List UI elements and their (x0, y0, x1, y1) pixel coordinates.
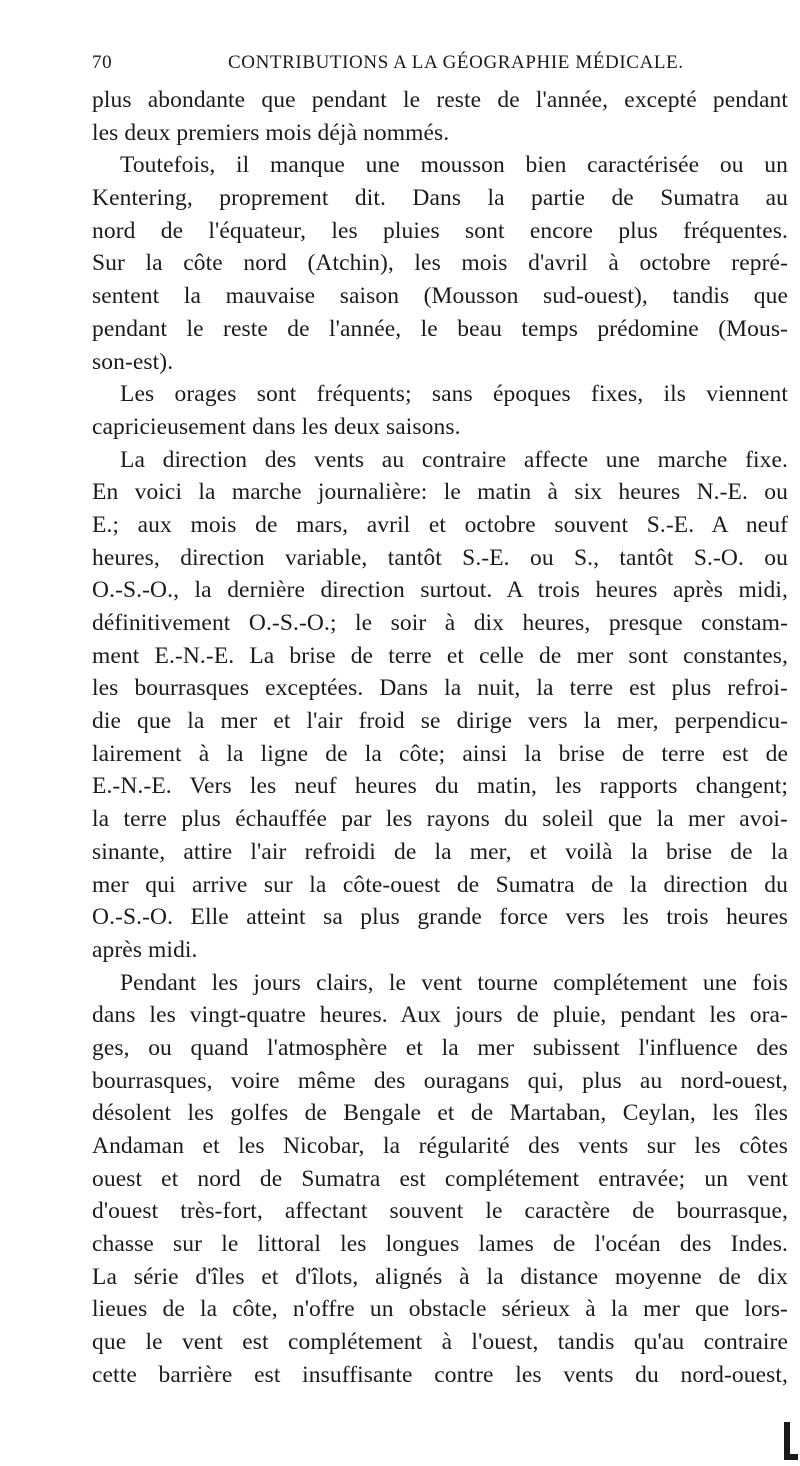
text-line: désolent les golfes de Bengale et de Martaban, Ceylan, les îles (92, 1100, 788, 1127)
body-text (92, 84, 788, 1392)
text-line: sentent la mauvaise saison (Mousson sud-ouest), tandis que (92, 283, 788, 310)
text-line: ges, ou quand l'atmosphère et la mer subissent l'influence des (92, 1034, 788, 1061)
text-line: O.-S.-O. Elle atteint sa plus grande force vers les trois heures (92, 904, 788, 931)
text-line: Les orages sont fréquents; sans époques fixes, ils viennent (120, 381, 788, 408)
text-line: nord de l'équateur, les pluies sont encore plus fréquentes. (92, 217, 788, 244)
text-line: après midi. (92, 936, 198, 963)
text-line: O.-S.-O., la dernière direction surtout. A trois heures après midi, (92, 577, 788, 604)
text-line: les deux premiers mois déjà nommés. (92, 119, 450, 146)
text-line: capricieusement dans les deux saisons. (92, 413, 461, 440)
corner-crop-mark (784, 1422, 790, 1460)
text-line: ment E.-N.-E. La brise de terre et celle de mer sont constantes, (92, 642, 788, 669)
text-line: Kentering, proprement dit. Dans la partie de Sumatra au (92, 185, 788, 212)
text-line: heures, direction variable, tantôt S.-E. ou S., tantôt S.-O. ou (92, 544, 788, 571)
text-line: bourrasques, voire même des ouragans qui, plus au nord-ouest, (92, 1067, 788, 1094)
text-line: sinante, attire l'air refroidi de la mer, et voilà la brise de la (92, 838, 788, 865)
text-line: les bourrasques exceptées. Dans la nuit, la terre est plus refroi- (92, 675, 788, 702)
text-line: plus abondante que pendant le reste de l'année, excepté pendant (92, 87, 788, 113)
text-line: En voici la marche journalière: le matin à six heures N.-E. ou (92, 479, 788, 506)
text-line: la terre plus échauffée par les rayons du soleil que la mer avoi- (92, 806, 788, 833)
text-line: mer qui arrive sur la côte-ouest de Sumatra de la direction du (92, 871, 788, 898)
text-line: chasse sur le littoral les longues lames de l'océan des Indes. (92, 1231, 788, 1258)
text-line: Toutefois, il manque une mousson bien caractérisée ou un (120, 152, 788, 179)
text-line: E.; aux mois de mars, avril et octobre souvent S.-E. A neuf (92, 511, 788, 538)
text-line: son-est). (92, 348, 174, 375)
running-head-title: CONTRIBUTIONS A LA GÉOGRAPHIE MÉDICALE. (228, 52, 684, 73)
page-number: 70 (92, 52, 113, 73)
text-line: dans les vingt-quatre heures. Aux jours de pluie, pendant les ora- (92, 1002, 788, 1029)
text-line: die que la mer et l'air froid se dirige vers la mer, perpendicu- (92, 708, 788, 735)
text-line: lieues de la côte, n'offre un obstacle sérieux à la mer que lors- (92, 1296, 788, 1323)
running-head (92, 52, 682, 82)
text-line: Pendant les jours clairs, le vent tourne complétement une fois (120, 969, 788, 996)
text-line: définitivement O.-S.-O.; le soir à dix heures, presque constam- (92, 610, 788, 636)
text-line: La série d'îles et d'îlots, alignés à la distance moyenne de dix (92, 1263, 788, 1290)
text-line: Sur la côte nord (Atchin), les mois d'avril à octobre repré- (92, 250, 788, 277)
text-line: Andaman et les Nicobar, la régularité des vents sur les côtes (92, 1133, 788, 1159)
text-line: lairement à la ligne de la côte; ainsi la brise de terre est de (92, 740, 788, 767)
text-line: que le vent est complétement à l'ouest, tandis qu'au contraire (92, 1329, 788, 1356)
text-line: pendant le reste de l'année, le beau temps prédomine (Mous- (92, 315, 788, 342)
text-line: cette barrière est insuffisante contre les vents du nord-ouest, (92, 1361, 788, 1388)
text-line: ouest et nord de Sumatra est complétement entravée; un vent (92, 1165, 788, 1192)
text-line: La direction des vents au contraire affecte une marche fixe. (120, 446, 788, 473)
text-line: d'ouest très-fort, affectant souvent le caractère de bourrasque, (92, 1198, 788, 1225)
text-line: E.-N.-E. Vers les neuf heures du matin, les rapports changent; (92, 773, 788, 800)
